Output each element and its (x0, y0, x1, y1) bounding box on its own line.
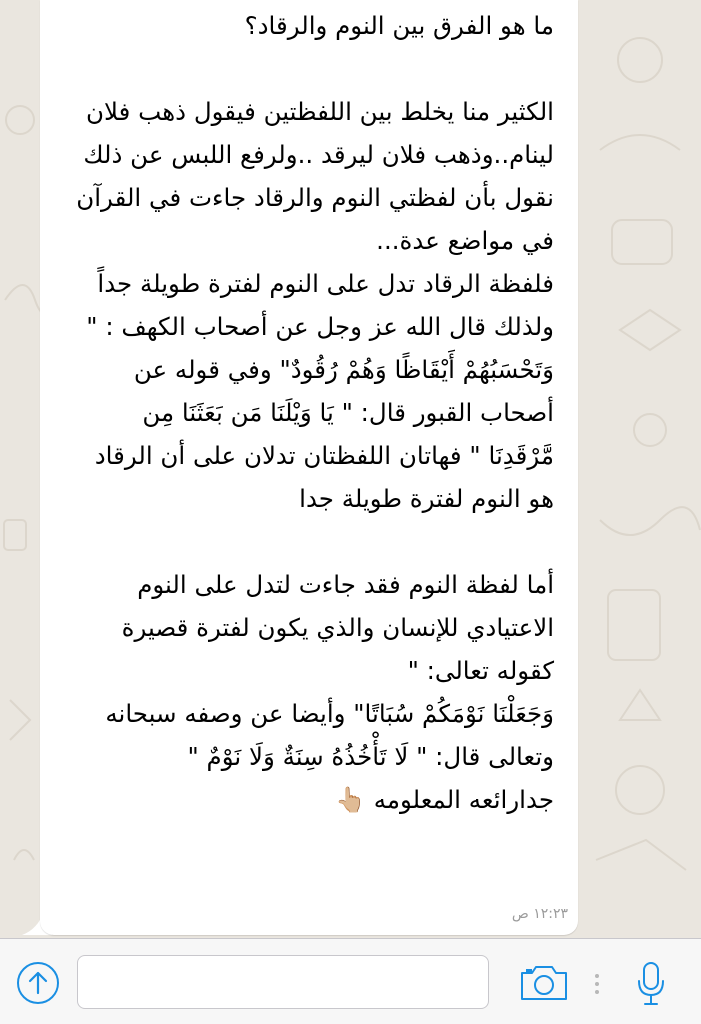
attach-button[interactable] (16, 961, 60, 1005)
message-input[interactable] (77, 955, 489, 1009)
message-line: وَتَحْسَبُهُمْ أَيْقَاظًا وَهُمْ رُقُودٌ" وفي قوله عن (133, 355, 554, 384)
message-line: في مواضع عدة... (376, 226, 554, 255)
message-line: ولذلك قال الله عز وجل عن أصحاب الكهف : " (86, 312, 554, 341)
message-blank-line (50, 520, 554, 563)
message-line: فلفظة الرقاد تدل على النوم لفترة طويلة جداً (97, 269, 554, 298)
message-line: هو النوم لفترة طويلة جدا (299, 484, 554, 513)
microphone-icon (636, 961, 666, 1007)
message-line: جدارائعه المعلومه 👆🏼 (335, 785, 554, 814)
message-text (50, 4, 554, 821)
message-line: أما لفظة النوم فقد جاءت لتدل على النوم (137, 570, 554, 599)
message-line: كقوله تعالى: " (407, 656, 554, 685)
message-line: مَّرْقَدِنَا " فهاتان اللفظتان تدلان على أن الرقاد (94, 441, 554, 470)
message-line: نقول بأن لفظتي النوم والرقاد جاءت في القرآن (76, 183, 554, 212)
message-line: لينام..وذهب فلان ليرقد ..ولرفع اللبس عن ذلك (83, 140, 554, 169)
message-line: الكثير منا يخلط بين اللفظتين فيقول ذهب فلان (86, 97, 554, 126)
camera-icon (519, 963, 569, 1003)
message-line: أصحاب القبور قال: " يَا وَيْلَنَا مَن بَعَثَنَا مِن (142, 398, 554, 427)
upload-arrow-circle-icon (16, 961, 60, 1005)
message-line: ما هو الفرق بين النوم والرقاد؟ (244, 11, 554, 40)
camera-button[interactable] (519, 963, 569, 1003)
message-timestamp: ١٢:٢٣ ص (511, 906, 568, 922)
message-line: وتعالى قال: " لَا تَأْخُذُهُ سِنَةٌ وَلَا نَوْمٌ " (187, 742, 554, 771)
microphone-button[interactable] (636, 961, 666, 1007)
separator-dots-icon (594, 973, 600, 995)
message-line: وَجَعَلْنَا نَوْمَكُمْ سُبَاتًا" وأيضا عن وصفه سبحانه (105, 699, 554, 728)
input-bar (0, 938, 701, 1024)
message-line: الاعتيادي للإنسان والذي يكون لفترة قصيرة (121, 613, 554, 642)
message-blank-line (50, 47, 554, 90)
